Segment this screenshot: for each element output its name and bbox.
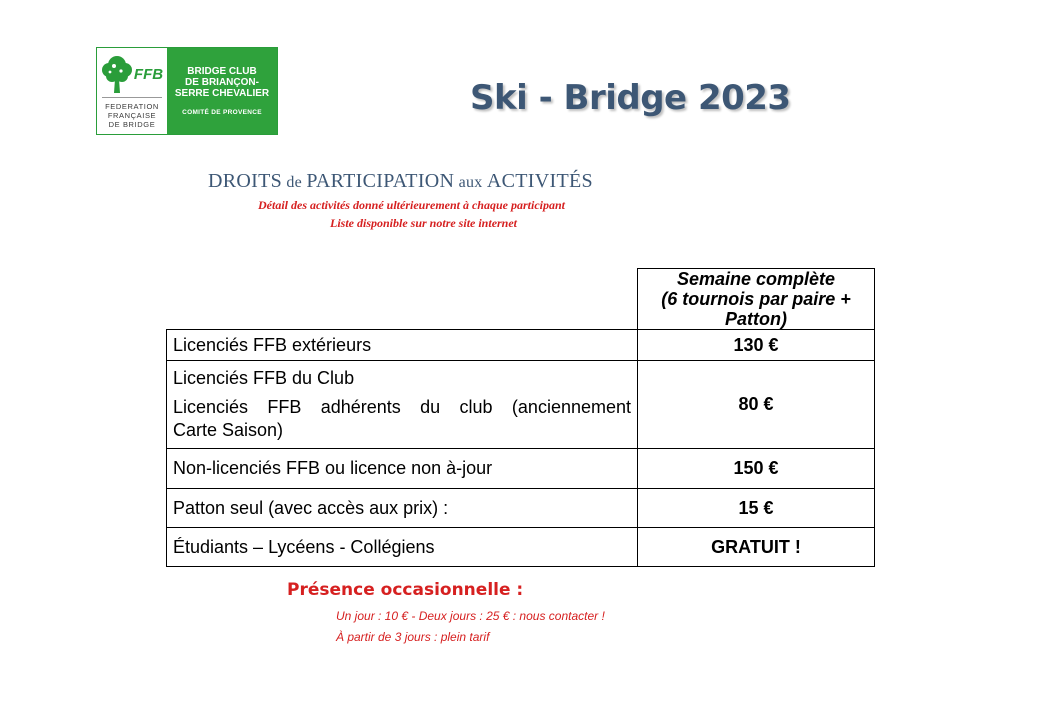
row-price: 130 € (638, 330, 875, 361)
club-name-line: DE BRIANÇON- (185, 77, 259, 88)
ffb-logo (97, 48, 167, 134)
row-label: Licenciés FFB extérieurs (167, 330, 638, 361)
row-label: Non-licenciés FFB ou licence non à-jour (167, 449, 638, 489)
table-row (167, 361, 875, 449)
club-name-line: SERRE CHEVALIER (174, 88, 270, 99)
presence-line-2: À partir de 3 jours : plein tarif (336, 630, 490, 644)
row-price: GRATUIT ! (638, 528, 875, 567)
club-name-line: BRIDGE CLUB (187, 66, 257, 77)
section-heading: DROITS de PARTICIPATION aux ACTIVITÉS (208, 170, 593, 192)
table-row (167, 528, 875, 567)
page-title: Ski - Bridge 2023 (470, 78, 791, 118)
header-line: (6 tournois par paire + Patton) (661, 289, 851, 329)
row-label: Licenciés FFB du Club Licenciés FFB adhérents du club (anciennement Carte Saison) (167, 361, 638, 449)
table-header-row (167, 269, 875, 330)
federation-text: FEDERATION FRANÇAISE DE BRIDGE (105, 102, 159, 129)
club-name-block (167, 48, 277, 134)
row-label: Patton seul (avec accès aux prix) : (167, 489, 638, 528)
subtitle-list: Liste disponible sur notre site internet (330, 216, 518, 230)
header-line: Semaine complète (676, 269, 836, 289)
presence-heading: Présence occasionnelle : (287, 580, 524, 600)
comite-text: COMITÉ DE PROVENCE (182, 109, 262, 116)
row-price: 150 € (638, 449, 875, 489)
presence-line-1: Un jour : 10 € - Deux jours : 25 € : nous contacter ! (336, 609, 605, 623)
ffb-text: FFB (133, 65, 164, 83)
row-price: 15 € (638, 489, 875, 528)
tree-icon (101, 54, 133, 94)
table-row (167, 449, 875, 489)
row-label: Étudiants – Lycéens - Collégiens (167, 528, 638, 567)
table-row (167, 330, 875, 361)
subtitle-details: Détail des activités donné ultérieurement à chaque participant (258, 198, 565, 212)
club-logo (96, 47, 278, 135)
table-row (167, 489, 875, 528)
price-table (166, 268, 875, 567)
row-price: 80 € (638, 361, 875, 449)
header-cell (638, 269, 875, 330)
